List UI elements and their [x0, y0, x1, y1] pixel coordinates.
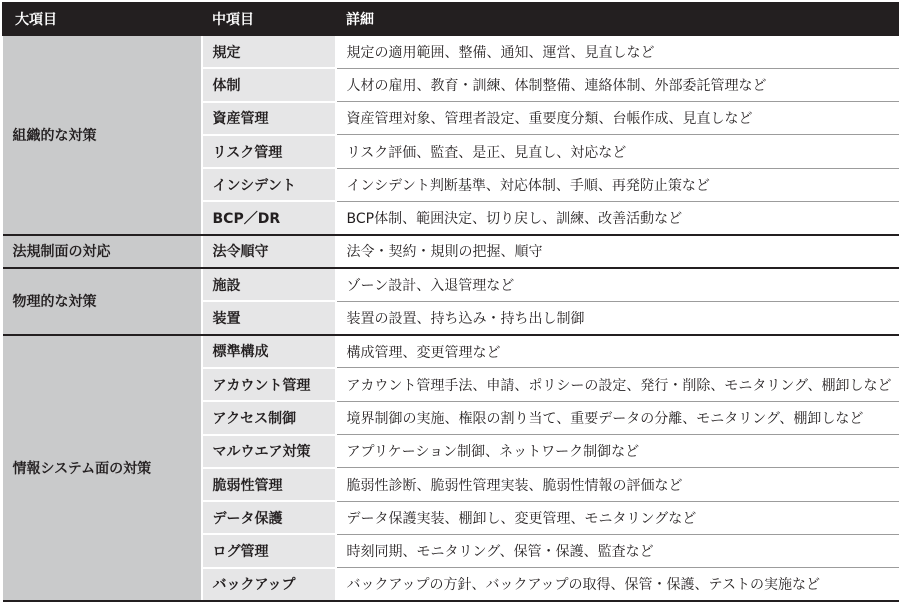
item-cell: バックアップ [202, 568, 336, 601]
detail-cell: データ保護実装、棚卸し、変更管理、モニタリングなど [336, 501, 899, 534]
table-row [3, 36, 899, 68]
item-cell: 法令順守 [202, 235, 336, 268]
item-cell: BCP／DR [202, 201, 336, 234]
item-cell: リスク管理 [202, 135, 336, 168]
header-middle: 中項目 [202, 2, 336, 36]
category-cell: 情報システム面の対策 [3, 335, 202, 601]
table-body [3, 36, 899, 601]
item-cell: 体制 [202, 68, 336, 101]
detail-cell: 境界制御の実施、権限の割り当て、重要データの分離、モニタリング、棚卸しなど [336, 401, 899, 434]
detail-cell: 規定の適用範囲、整備、通知、運営、見直しなど [336, 36, 899, 68]
detail-cell: 人材の雇用、教育・訓練、体制整備、連絡体制、外部委託管理など [336, 68, 899, 101]
detail-cell: 法令・契約・規則の把握、順守 [336, 235, 899, 268]
category-cell: 法規制面の対応 [3, 235, 202, 268]
detail-cell: ゾーン設計、入退管理など [336, 268, 899, 301]
detail-cell: 時刻同期、モニタリング、保管・保護、監査など [336, 534, 899, 567]
header-row [3, 2, 899, 36]
security-measures-table [2, 2, 899, 602]
item-cell: 装置 [202, 301, 336, 334]
detail-cell: 資産管理対象、管理者設定、重要度分類、台帳作成、見直しなど [336, 102, 899, 135]
detail-cell: 装置の設置、持ち込み・持ち出し制御 [336, 301, 899, 334]
table-row [3, 235, 899, 268]
detail-cell: 構成管理、変更管理など [336, 335, 899, 368]
item-cell: インシデント [202, 168, 336, 201]
category-cell: 組織的な対策 [3, 36, 202, 235]
item-cell: 施設 [202, 268, 336, 301]
detail-cell: アプリケーション制御、ネットワーク制御など [336, 435, 899, 468]
table-header [3, 2, 899, 36]
detail-cell: バックアップの方針、バックアップの取得、保管・保護、テストの実施など [336, 568, 899, 601]
item-cell: 標準構成 [202, 335, 336, 368]
table-row [3, 335, 899, 368]
detail-cell: リスク評価、監査、是正、見直し、対応など [336, 135, 899, 168]
item-cell: ログ管理 [202, 534, 336, 567]
item-cell: データ保護 [202, 501, 336, 534]
detail-cell: アカウント管理手法、申請、ポリシーの設定、発行・削除、モニタリング、棚卸しなど [336, 368, 899, 401]
item-cell: アカウント管理 [202, 368, 336, 401]
item-cell: 脆弱性管理 [202, 468, 336, 501]
detail-cell: 脆弱性診断、脆弱性管理実装、脆弱性情報の評価など [336, 468, 899, 501]
header-major: 大項目 [3, 2, 202, 36]
table-row [3, 268, 899, 301]
item-cell: 資産管理 [202, 102, 336, 135]
item-cell: アクセス制御 [202, 401, 336, 434]
detail-cell: BCP体制、範囲決定、切り戻し、訓練、改善活動など [336, 201, 899, 234]
header-detail: 詳細 [336, 2, 899, 36]
category-cell: 物理的な対策 [3, 268, 202, 335]
item-cell: マルウエア対策 [202, 435, 336, 468]
item-cell: 規定 [202, 36, 336, 68]
detail-cell: インシデント判断基準、対応体制、手順、再発防止策など [336, 168, 899, 201]
